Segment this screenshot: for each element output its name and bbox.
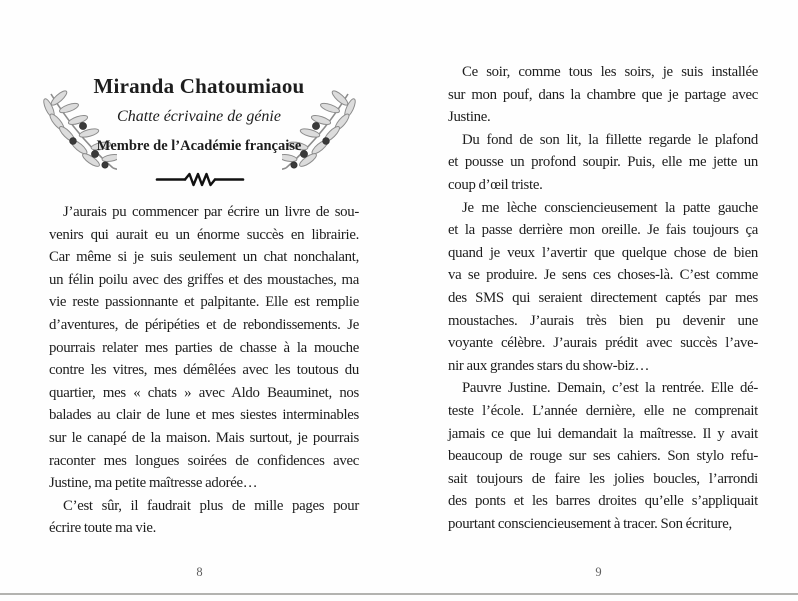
text-line: va se produire. Je sens ces choses-là. C’est comme	[448, 267, 758, 284]
text-line: moustaches. J’aurais très bien pu devenir une	[448, 312, 758, 329]
text-line: pourtant consciencieusement à tracer. Son écriture,	[448, 515, 732, 532]
text-line: et pousse un profond soupir. Puis, elle me jette un	[448, 154, 758, 171]
chapter-affiliation: Membre de l’Académie française	[96, 138, 302, 154]
text-line: sur mon pouf, dans la chambre que je partage avec	[448, 86, 758, 103]
text-line: pourrais relater mes parties de chasse à la mouche	[49, 339, 359, 356]
olive-branch-icon	[282, 86, 364, 174]
text-line: C’est sûr, il faudrait plus de mille pages pour	[63, 497, 359, 514]
text-line: quartier, mes « chats » avec Aldo Beauminet, nos	[49, 384, 359, 401]
text-line: quand je veux l’avertir que quelque chose de bien	[448, 244, 758, 261]
squiggle-divider-icon	[154, 170, 246, 188]
olive-branch-icon	[35, 86, 117, 174]
text-line: nir aux grandes stars du show-biz…	[448, 357, 650, 374]
text-line: écrire toute ma vie.	[49, 520, 157, 537]
text-line: Ce soir, comme tous les soirs, je suis installée	[462, 64, 758, 80]
page-bottom-edge-rule	[0, 593, 798, 595]
text-line: Je me lèche consciencieusement la patte gauche	[462, 199, 758, 216]
text-line: sur le canapé de la maison. Mais surtout, je pourrais	[49, 429, 359, 446]
text-line: vie reste passionnante et palpitante. Elle est remplie	[49, 294, 359, 311]
text-line: et la passe derrière mon oreille. Je fais toujours ça	[448, 222, 758, 239]
text-line: raconter mes longues soirées de confidences avec	[49, 452, 359, 469]
text-line: sait toujours de faire les jolies boucles, l’arrondi	[448, 470, 758, 487]
page-number: 8	[196, 565, 203, 579]
text-line: un félin poilu avec des griffes et des moustaches, ma	[49, 271, 359, 288]
text-line: des ponts et les barres droites qu’elle s’appliquait	[448, 493, 758, 510]
text-line: contre les vitres, mes démêlées avec les toutous du	[49, 362, 359, 379]
chapter-title: Miranda Chatoumiaou	[93, 74, 305, 98]
text-line: voyante célèbre. J’aurais prédit avec succès l’ave-	[448, 335, 758, 352]
text-line: venirs qui aurait eu un énorme succès en librairie.	[49, 226, 359, 243]
text-line: des SMS qui seraient directement captés par mes	[448, 289, 758, 306]
left-page-body	[49, 201, 359, 540]
text-line: balades au clair de lune et mes siestes interminables	[49, 407, 359, 424]
text-line: teste l’école. L’année dernière, elle ne comprenait	[448, 402, 758, 419]
text-line: Pauvre Justine. Demain, c’est la rentrée. Elle dé-	[462, 380, 758, 397]
text-line: Justine, ma petite maîtresse adorée…	[49, 475, 258, 492]
right-page	[399, 0, 798, 601]
text-line: jamais ce que lui demandait la maîtresse. Il y avait	[448, 425, 758, 442]
text-line: beaucoup de rouge sur ses cahiers. Son stylo refu-	[448, 448, 758, 465]
text-line: Du fond de son lit, la fillette regarde le plafond	[462, 131, 758, 148]
text-line: d’aventures, de péripéties et de rebondissements. Je	[49, 316, 359, 333]
page-number: 9	[595, 565, 602, 579]
chapter-subtitle: Chatte écrivaine de génie	[117, 108, 281, 125]
text-line: coup d’œil triste.	[448, 176, 543, 193]
text-line: Justine.	[448, 109, 491, 126]
right-page-body	[448, 61, 758, 535]
text-line: J’aurais pu commencer par écrire un livre de sou-	[63, 204, 359, 220]
text-line: Car même si je suis seulement un chat nonchalant,	[49, 249, 359, 266]
